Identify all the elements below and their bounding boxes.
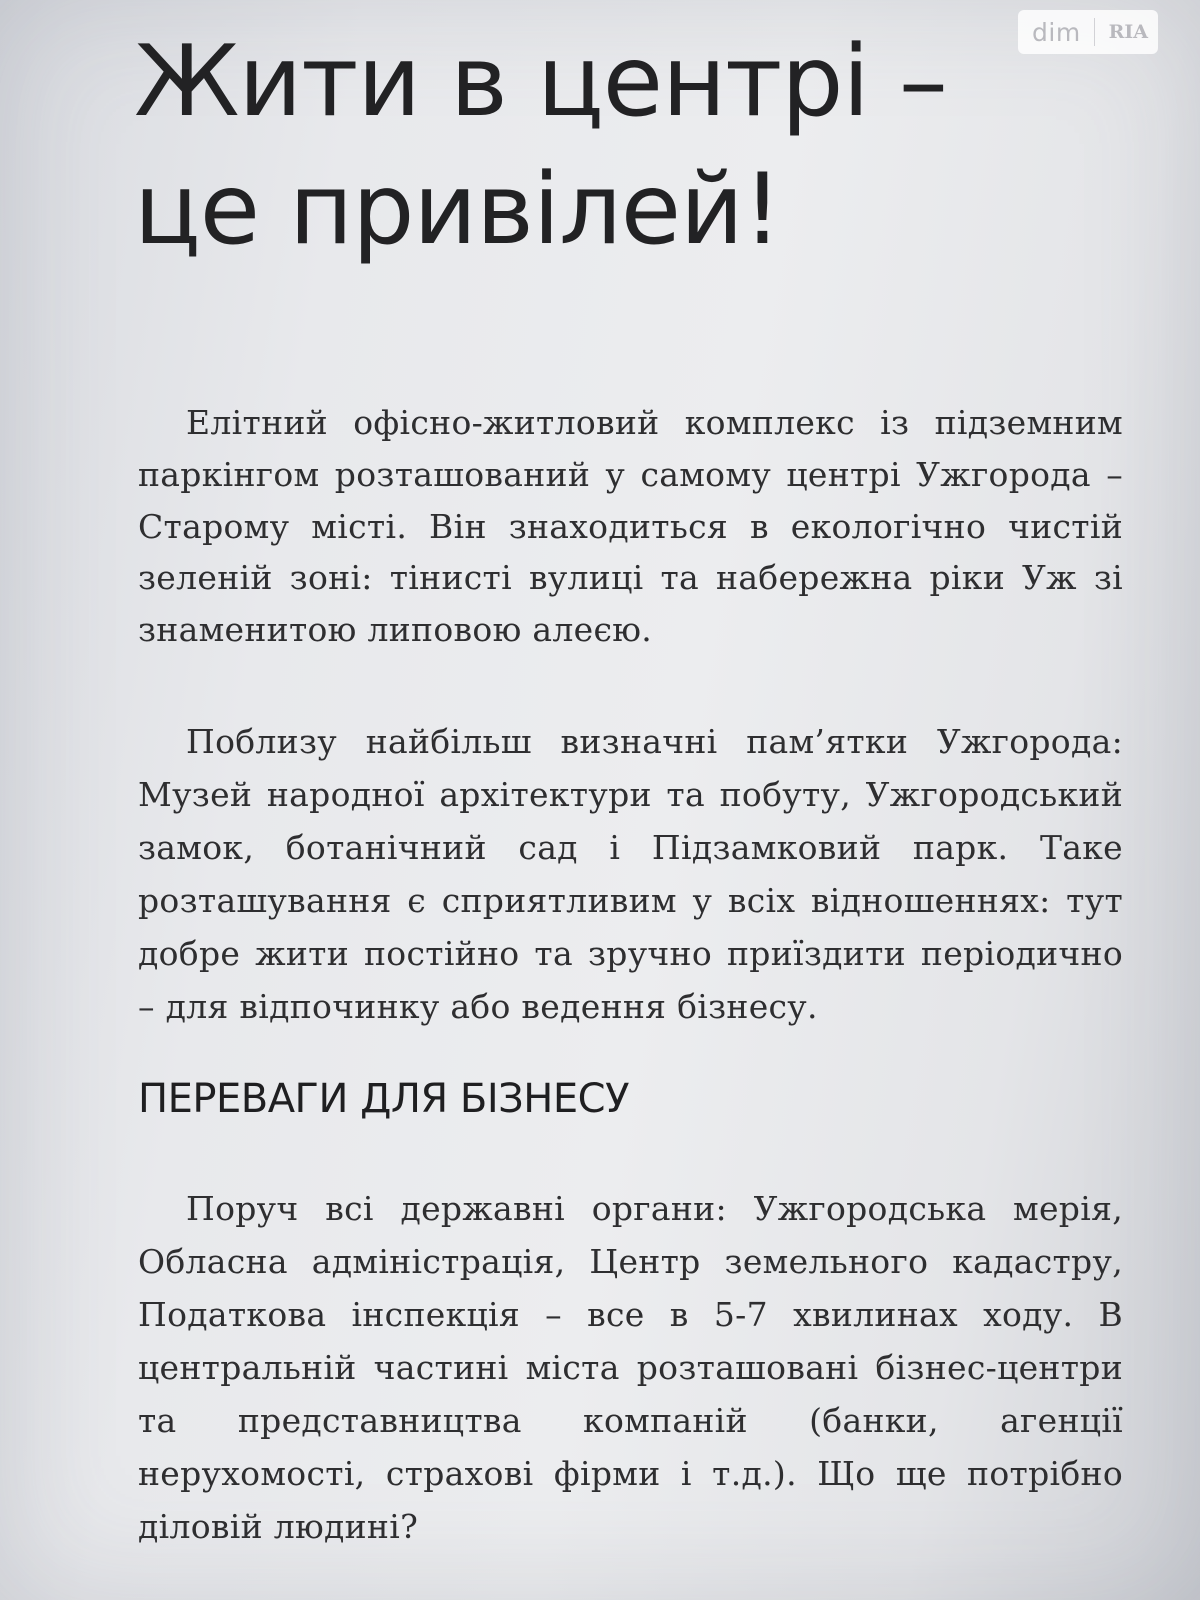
headline-line-2: це привілей! (134, 153, 782, 267)
headline-line-1: Жити в центрі – (134, 25, 947, 139)
watermark-divider (1094, 18, 1095, 46)
business-paragraph: Поруч всі державні органи: Ужгородська мерія, Обласна адміністрація, Центр земельного кадастру, Податкова інспекція – все в 5-7 хвилинах ходу. В центральній частині міста розташовані бізнес-центри та представництва компаній (банки, агенції нерухомості, страхові фірми і т.д.). Що ще потрібно діловій людині? (138, 1189, 1123, 1546)
intro-paragraph: Елітний офісно-житловий комплекс із підземним паркінгом розташований у самому центрі Ужгорода – Старому місті. Він знаходиться в екологічно чистій зеленій зоні: тінисті вулиці та набережна ріки Уж зі знаменитою липовою алеєю. (138, 403, 1123, 650)
page-headline (134, 18, 1094, 274)
business-section-heading: ПЕРЕВАГИ ДЛЯ БІЗНЕСУ (138, 1076, 629, 1122)
landmarks-paragraph: Поблизу найбільш визначні пам’ятки Ужгорода: Музей народної архітектури та побуту, Ужгородський замок, ботанічний сад і Підзамковий парк. Таке розташування є сприятливим у всіх відношеннях: тут добре жити постійно та зручно приїздити періодично – для відпочинку або ведення бізнесу. (138, 722, 1123, 1026)
watermark-brand: dim (1032, 17, 1081, 47)
watermark-partner-logo: RIA (1108, 21, 1148, 43)
